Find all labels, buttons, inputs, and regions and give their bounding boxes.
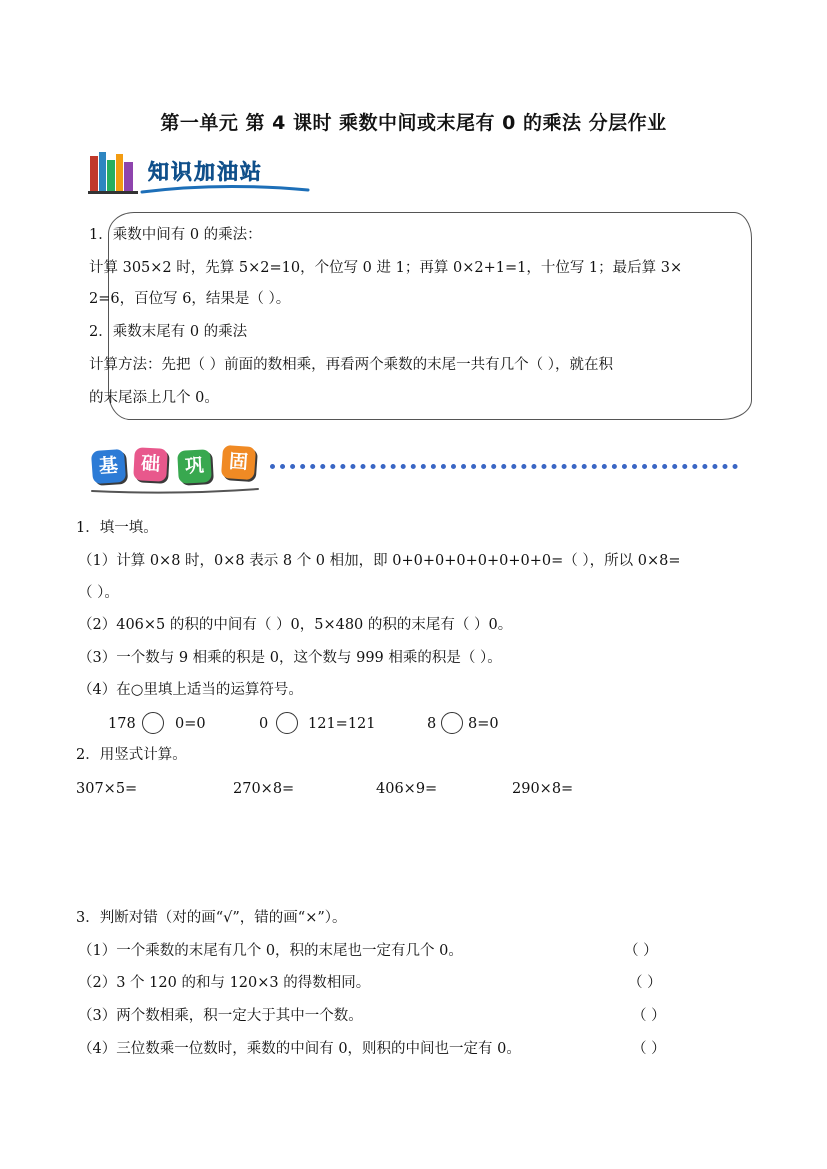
knowledge-line-5: 计算方法：先把（ ）前面的数相乘，再看两个乘数的末尾一共有几个（ ），就在积	[89, 357, 613, 373]
q3-item-1: （1）一个乘数的末尾有几个 0，积的末尾也一定有几个 0。	[78, 943, 463, 959]
q3-paren-1[interactable]: （ ）	[624, 943, 658, 959]
dotted-divider	[270, 464, 738, 469]
operator-circle-3[interactable]	[441, 712, 463, 734]
blank-1-left: 178	[108, 716, 136, 732]
books-icon	[88, 150, 140, 194]
blank-3-left: 8	[427, 716, 437, 732]
q3-item-3: （3）两个数相乘，积一定大于其中一个数。	[78, 1008, 363, 1024]
basics-tile-4: 固	[221, 445, 256, 480]
q2-item-2: 270×8=	[233, 781, 295, 797]
basics-tile-2: 础	[133, 447, 168, 482]
q3-item-4: （4）三位数乘一位数时，乘数的中间有 0，则积的中间也一定有 0。	[78, 1041, 521, 1057]
q1-line-2: （ ）。	[78, 585, 119, 601]
q3-heading: 3．判断对错（对的画“√”，错的画“×”）。	[76, 910, 347, 926]
q1-line-1: （1）计算 0×8 时，0×8 表示 8 个 0 相加，即 0+0+0+0+0+0+0+0=（ ），所以 0×8=	[78, 553, 681, 569]
q1-line-3: （2）406×5 的积的中间有（ ）0，5×480 的积的末尾有（ ）0。	[78, 617, 513, 633]
page-title: 第一单元 第 4 课时 乘数中间或末尾有 0 的乘法 分层作业	[160, 112, 667, 134]
q2-heading: 2．用竖式计算。	[76, 747, 187, 763]
q1-line-4: （3）一个数与 9 相乘的积是 0，这个数与 999 相乘的积是（ ）。	[78, 650, 502, 666]
blank-2-left: 0	[259, 716, 269, 732]
operator-circle-2[interactable]	[276, 712, 298, 734]
knowledge-banner	[88, 150, 318, 196]
knowledge-line-2: 计算 305×2 时，先算 5×2=10，个位写 0 进 1；再算 0×2+1=1，十位写 1；最后算 3×	[89, 260, 683, 276]
q2-item-4: 290×8=	[512, 781, 574, 797]
knowledge-line-6: 的末尾添上几个 0。	[89, 390, 219, 406]
knowledge-line-1: 1．乘数中间有 0 的乘法：	[89, 227, 262, 243]
q3-paren-4[interactable]: （ ）	[632, 1041, 666, 1057]
operator-circle-1[interactable]	[142, 712, 164, 734]
q2-item-3: 406×9=	[376, 781, 438, 797]
blank-3-right: 8=0	[468, 716, 499, 732]
q1-heading: 1．填一填。	[76, 520, 158, 536]
knowledge-line-3: 2=6，百位写 6，结果是（ ）。	[89, 291, 291, 307]
knowledge-banner-title: 知识加油站	[148, 160, 263, 184]
basics-banner	[90, 444, 750, 494]
q1-line-5: （4）在○里填上适当的运算符号。	[78, 682, 303, 698]
banner-swoosh	[140, 184, 310, 198]
q3-item-2: （2）3 个 120 的和与 120×3 的得数相同。	[78, 975, 371, 991]
q3-paren-2[interactable]: （ ）	[628, 975, 662, 991]
blank-1-right: 0=0	[175, 716, 206, 732]
q3-paren-3[interactable]: （ ）	[632, 1008, 666, 1024]
knowledge-line-4: 2．乘数末尾有 0 的乘法	[89, 324, 248, 340]
q2-item-1: 307×5=	[76, 781, 138, 797]
basics-tile-3: 巩	[177, 449, 212, 484]
basics-tile-1: 基	[91, 449, 126, 484]
blank-2-right: 121=121	[308, 716, 376, 732]
basics-swoosh	[90, 486, 260, 496]
